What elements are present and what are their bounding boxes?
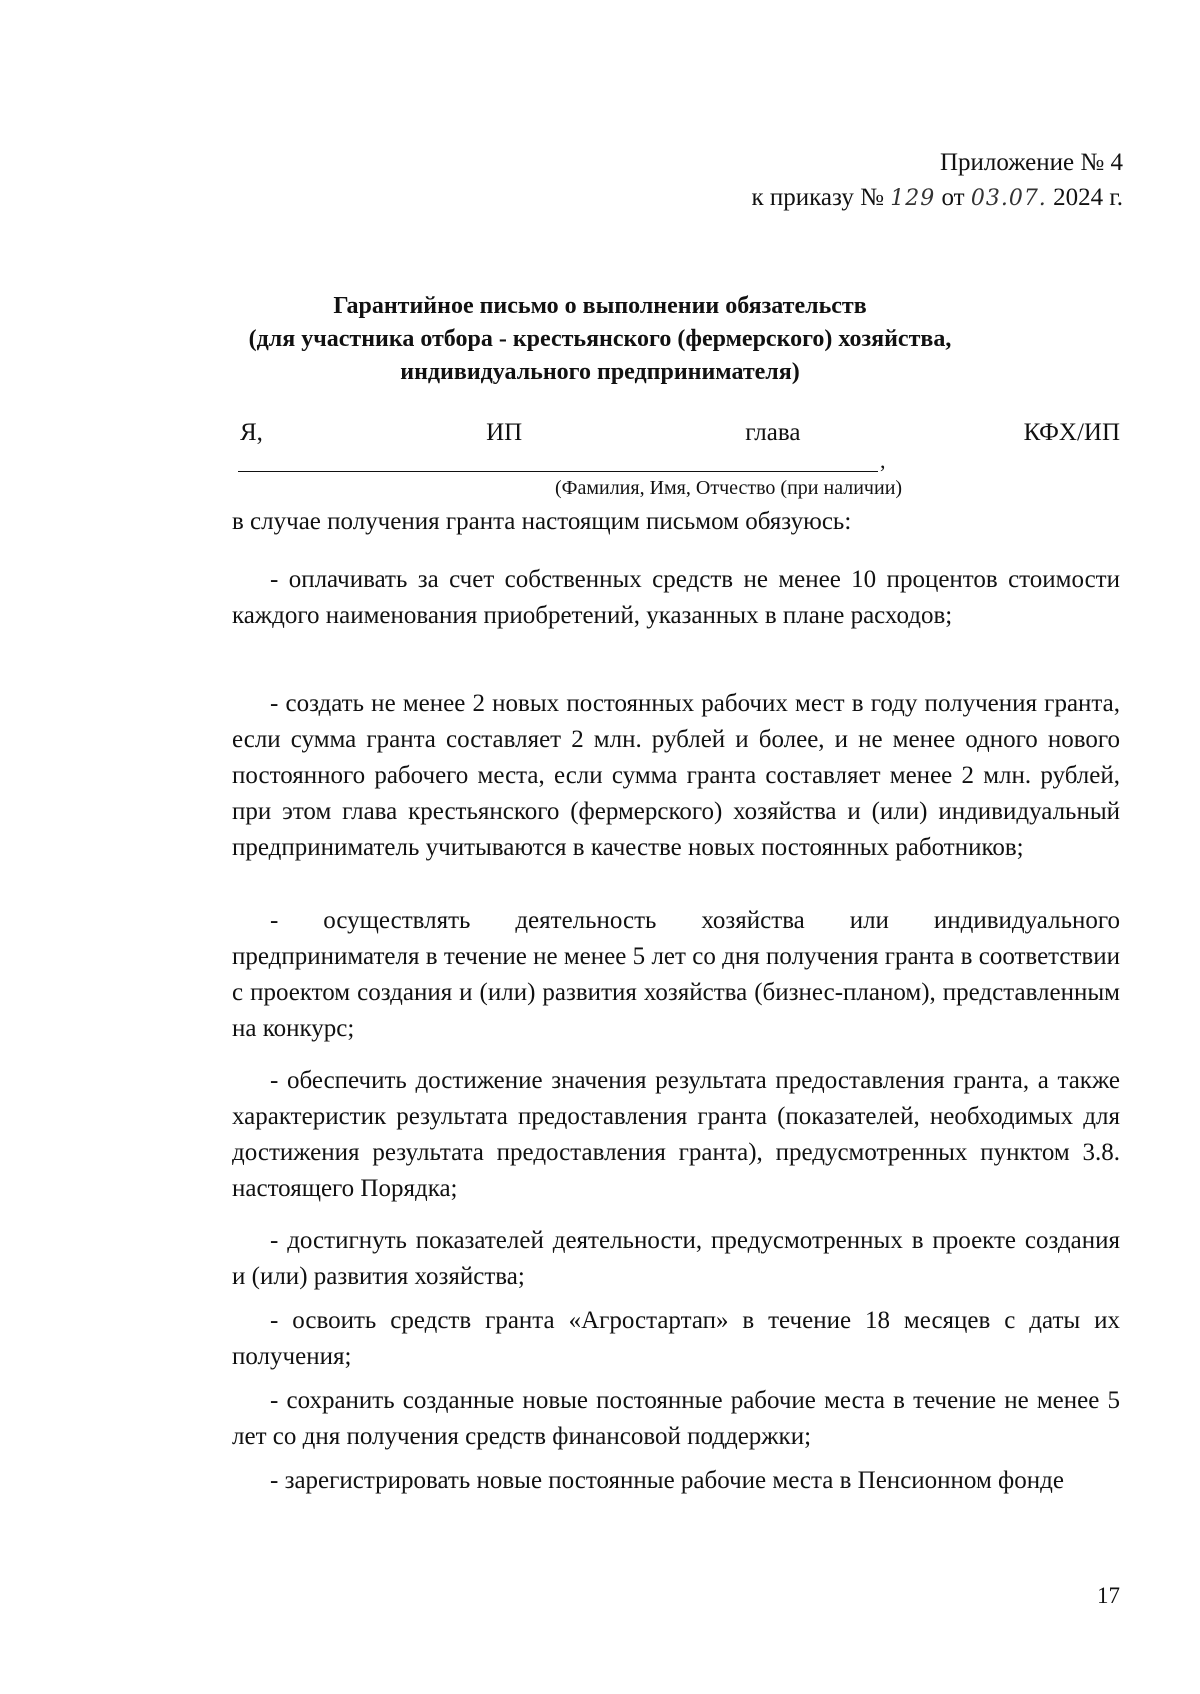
signer-row xyxy=(240,418,1120,448)
obligation-item: - создать не менее 2 новых постоянных рабочих мест в году получения гранта, если сумма гранта составляет 2 млн. рублей и более, и не менее одного нового постоянного рабочего места, если сумма гранта составляет менее 2 млн. рублей, при этом глава крестьянского (фермерского) хозяйства и (или) индивидуальный предприниматель учитываются в качестве новых постоянных работников; xyxy=(232,690,1120,861)
signer-word-kfh-ip: КФХ/ИП xyxy=(1023,419,1120,446)
obligation-item: - осуществлять деятельность хозяйства или индивидуального предпринимателя в течение не менее 5 лет со дня получения гранта в соответствии с проектом создания и (или) развития хозяйства (бизнес-планом), представленным на конкурс; xyxy=(232,907,1120,1042)
name-fill-line xyxy=(238,471,878,472)
title-line-3: индивидуального предпринимателя) xyxy=(400,359,800,386)
obligation-item: - освоить средств гранта «Агростартап» в течение 18 месяцев с даты их получения; xyxy=(232,1307,1120,1370)
signer-word-glava: глава xyxy=(745,419,801,446)
order-prefix: к приказу № xyxy=(751,183,884,211)
intro-text: в случае получения гранта настоящим письмом обязуюсь: xyxy=(232,508,852,535)
order-year: 2024 г. xyxy=(1053,183,1123,211)
obligation-item: - зарегистрировать новые постоянные рабочие места в Пенсионном фонде xyxy=(270,1467,1064,1494)
name-fill-caption: (Фамилия, Имя, Отчество (при наличии) xyxy=(555,477,903,499)
order-date-handwritten: 03.07. xyxy=(970,185,1047,211)
obligation-item: - обеспечить достижение значения результата предоставления гранта, а также характеристик результата предоставления гранта (показателей, необходимых для достижения результата предоставления гранта), предусмотренных пунктом 3.8. настоящего Порядка; xyxy=(232,1067,1120,1202)
obligation-item: - достигнуть показателей деятельности, предусмотренных в проекте создания и (или) развития хозяйства; xyxy=(232,1227,1120,1290)
appendix-label: Приложение № 4 xyxy=(939,149,1123,176)
signer-word-ip: ИП xyxy=(486,419,523,446)
obligation-item: - оплачивать за счет собственных средств не менее 10 процентов стоимости каждого наименования приобретений, указанных в плане расходов; xyxy=(232,566,1120,629)
name-fill-comma: , xyxy=(880,448,886,473)
appendix-header xyxy=(751,146,1123,215)
document-title xyxy=(200,290,1000,389)
obligation-item: - сохранить созданные новые постоянные рабочие места в течение не менее 5 лет со дня получения средств финансовой поддержки; xyxy=(232,1387,1120,1450)
signer-word-ya: Я, xyxy=(240,419,263,446)
page-number: 17 xyxy=(1097,1583,1120,1608)
title-line-2: (для участника отбора - крестьянского (фермерского) хозяйства, xyxy=(248,326,952,353)
title-line-1: Гарантийное письмо о выполнении обязательств xyxy=(333,293,867,319)
order-number-handwritten: 129 xyxy=(890,185,936,211)
order-from: от xyxy=(941,183,965,211)
order-reference xyxy=(751,181,1123,216)
